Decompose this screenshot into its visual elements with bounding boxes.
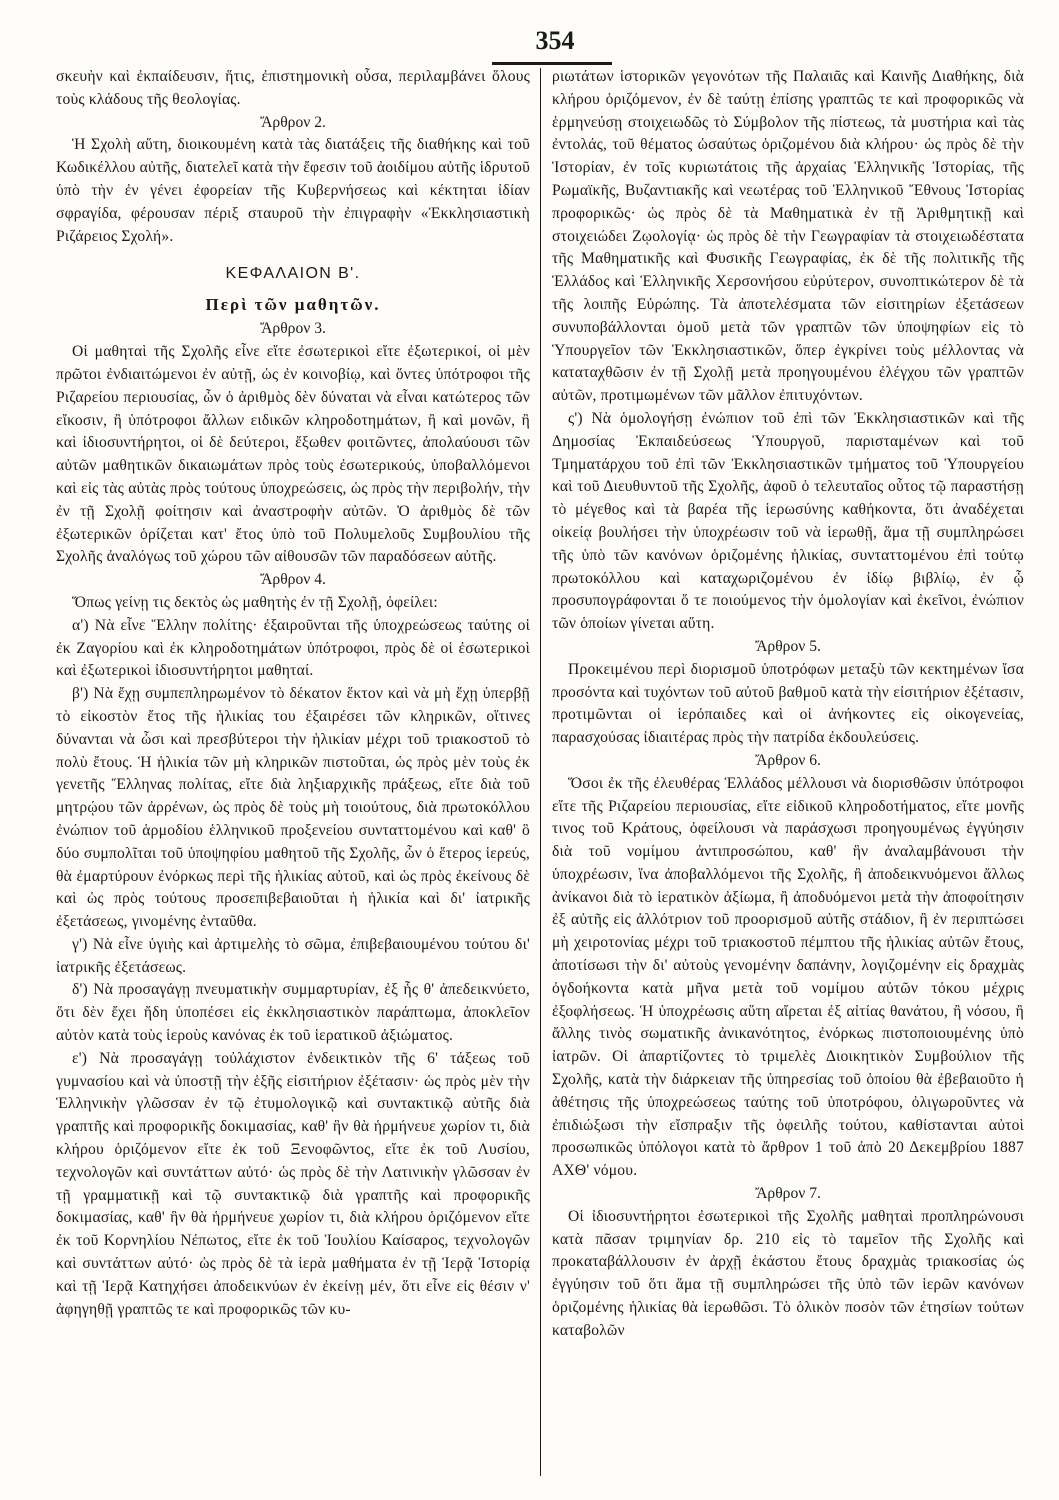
article-heading-6: Ἄρθρον 6. [755, 751, 821, 769]
article-heading-3: Ἄρθρον 3. [260, 320, 326, 338]
left-column [56, 66, 530, 1490]
clause-f: ς') Νὰ ὁμολογήσῃ ἐνώπιον τοῦ ἐπὶ τῶν Ἐκκλησιαστικῶν καὶ τῆς Δημοσίας Ἐκπαιδεύσεως Ὑπουργοῦ, παρισταμένων καὶ τοῦ Τμηματάρχου τοῦ ἐπὶ τῶν Ἐκκλησιαστικῶν τμήματος τοῦ Ὑπουργείου καὶ τοῦ Διευθυντοῦ τῆς Σχολῆς, ἀφοῦ ὁ τελευταῖος οὗτος τῷ παραστήσῃ τὸ μέγεθος καὶ τὰ βαρέα τῆς ἱερωσύνης καθήκοντα, ὅτι ἀναδέχεται οἰκείᾳ βουλήσει τὴν ὑποχρέωσιν τοῦ νὰ ἱερωθῇ, ἅμα τῇ συμπληρώσει τῆς ὑπὸ τῶν κανόνων ὁριζομένης ἡλικίας, συνταττομένου ἐπὶ τούτῳ πρωτοκόλλου καὶ καταχωριζομένου ἐν ἰδίῳ βιβλίῳ, ἐν ᾧ προσυπογράφονται ὅ τε ποιούμενος τὴν ὁμολογίαν καὶ ἐκεῖνοι, ἐνώπιον τῶν ὁποίων γίνεται αὕτη. [552, 409, 1024, 633]
article-3-text: Οἱ μαθηταὶ τῆς Σχολῆς εἶνε εἴτε ἐσωτερικοὶ εἴτε ἐξωτερικοί, οἱ μὲν πρῶτοι ἐνδιαιτώμενοι ἐν αὐτῇ, ὡς ἐν κοινοβίῳ, καὶ ὄντες ὑπότροφοι τῆς Ριζαρείου περιουσίας, ὧν ὁ ἀριθμὸς δὲν δύναται νὰ εἶναι κατώτερος τῶν εἴκοσιν, ἢ ὑπότροφοι ἄλλων ειδικῶν κληροδοτημάτων, ἢ καὶ μονῶν, ἢ καὶ ἰδιοσυντήρητοι, οἱ δὲ δεύτεροι, ἔξωθεν φοιτῶντες, ἀπολαύουσι τῶν αὐτῶν μαθητικῶν δικαιωμάτων πρὸς τοὺς ἐσωτερικούς, ὑποβαλλόμενοι καὶ εἰς τὰς αὐτὰς πρὸς τούτους ὑποχρεώσεις, ὡς πρὸς τὴν περιβολήν, τὴν ἐν τῇ Σχολῇ φοίτησιν καὶ ἀναστροφὴν αὐτῶν. Ὁ ἀριθμὸς δὲ τῶν ἐξωτερικῶν ὁρίζεται κατ' ἔτος ὑπὸ τοῦ Πολυμελοῦς Συμβουλίου τῆς Σχολῆς ἀναλόγως τοῦ χώρου τῶν αἰθουσῶν τῶν παραδόσεων αὐτῆς. [56, 343, 530, 566]
article-4-intro: Ὅπως γείνῃ τις δεκτὸς ὡς μαθητὴς ἐν τῇ Σχολῇ, ὀφείλει: [72, 593, 438, 611]
clause-e: ε') Νὰ προσαγάγῃ τοὐλάχιστον ἐνδεικτικὸν τῆς 6' τάξεως τοῦ γυμνασίου καὶ νὰ ὑποστῇ τὴν ἑξῆς εἰσιτήριον ἐξέτασιν· ὡς πρὸς μὲν τὴν Ἑλληνικὴν γλῶσσαν ἐν τῷ ἐτυμολογικῷ καὶ συντακτικῷ αὐτῆς διὰ γραπτῆς καὶ προφορικῆς δοκιμασίας, καθ' ἣν θὰ ἡρμήνευε χωρίον τι, διὰ κλήρου ὁριζόμενον εἴτε ἐκ τοῦ Ξενοφῶντος, εἴτε ἐκ τοῦ Λυσίου, τεχνολογῶν καὶ συντάττων αὐτό· ὡς πρὸς δὲ τὴν Λατινικὴν γλῶσσαν ἐν τῇ γραμματικῇ καὶ τῷ συντακτικῷ διὰ γραπτῆς καὶ προφορικῆς δοκιμασίας, καθ' ἣν θὰ ἡρμήνευε χωρίον τι, διὰ κλήρου ὁριζόμενον εἴτε ἐκ τοῦ Κορνηλίου Νέπωτος, εἴτε ἐκ τοῦ Ἰουλίου Καίσαρος, τεχνολογῶν καὶ συντάττων αὐτό· ὡς πρὸς δὲ τὰ ἱερὰ μαθήματα ἐν τῇ Ἱερᾷ Ἱστορίᾳ καὶ τῇ Ἱερᾷ Κατηχήσει ἀποδεικνύων ἐν ἐκείνῃ μέν, ὅτι εἶνε εἰς θέσιν ν' ἀφηγηθῇ γραπτῶς τε καὶ προφορικῶς τῶν κυ- [56, 1049, 530, 1318]
article-2-text: Ἡ Σχολὴ αὕτη, διοικουμένη κατὰ τὰς διατάξεις τῆς διαθήκης καὶ τοῦ Κωδικέλλου αὐτῆς, διατελεῖ κατὰ τὴν ἔφεσιν τοῦ ἀοιδίμου αὐτῆς ἱδρυτοῦ ὑπὸ τὴν ἐν γένει ἐφορείαν τῆς Κυβερνήσεως καὶ κέκτηται ἰδίαν σφραγίδα, φέρουσαν πέριξ σταυροῦ τὴν ἐπιγραφὴν «Ἐκκλησιαστικὴ Ριζάρειος Σχολή». [56, 136, 530, 245]
article-7-text: Οἱ ἰδιοσυντήρητοι ἐσωτερικοὶ τῆς Σχολῆς μαθηταὶ προπληρώνουσι κατὰ πᾶσαν τριμηνίαν δρ. 210 εἰς τὸ ταμεῖον τῆς Σχολῆς καὶ προκαταβάλλουσιν ἐν ἀρχῇ ἑκάστου ἔτους δραχμὰς τριακοσίας ὡς ἐγγύησιν τοῦ ὅτι ἅμα τῇ συμπληρώσει τῆς ὑπὸ τῶν ἱερῶν κανόνων ὁριζομένης ἡλικίας θὰ ἱερωθῶσι. Τὸ ὁλικὸν ποσὸν τῶν ἐτησίων τούτων καταβολῶν [552, 1207, 1024, 1339]
article-6-text: Ὅσοι ἐκ τῆς ἐλευθέρας Ἑλλάδος μέλλουσι νὰ διορισθῶσιν ὑπότροφοι εἴτε τῆς Ριζαρείου περιουσίας, εἴτε εἰδικοῦ κληροδοτήματος, εἴτε μονῆς τινος τοῦ Κράτους, ὀφείλουσι νὰ παράσχωσι προηγουμένως ἐγγύησιν διὰ τοῦ νομίμου ἀντιπροσώπου, καθ' ἣν ἀναλαμβάνουσι τὴν ὑποχρέωσιν, ἵνα ἀποβαλλόμενοι τῆς Σχολῆς, ἢ ἀποδεικνυόμενοι ἄλλως ἀνίκανοι διὰ τὸ ἱερατικὸν ἀξίωμα, ἢ ἀποδυόμενοι μετὰ τὴν ἀποφοίτησιν ἐξ αὐτῆς εἰς ἀλλότριον τοῦ προορισμοῦ αὐτῆς στάδιον, ἢ ἐν περιπτώσει μὴ χειροτονίας μέχρι τοῦ τριακοστοῦ πέμπτου τῆς ἡλικίας αὐτῶν ἔτους, ἀποτίσωσι τὴν δι' αὐτοὺς γενομένην δαπάνην, λογιζομένην εἰς δραχμὰς ὀγδοήκοντα κατὰ μῆνα μετὰ τοῦ νομίμου αὐτῶν τόκου μέχρις ἐξοφλήσεως. Ἡ ὑποχρέωσις αὕτη αἴρεται ἐξ αἰτίας θανάτου, ἢ νόσου, ἢ ἄλλης τινὸς σωματικῆς ἀνικανότητος, ἐνόρκως πιστοποιουμένης ὑπὸ ἰατρῶν. Οἱ ἀπαρτίζοντες τὸ τριμελὲς Διοικητικὸν Συμβούλιον τῆς Σχολῆς, κατὰ τὴν διάρκειαν τῆς ὑπηρεσίας τοῦ ὁποίου θὰ ἐβεβαιοῦτο ἡ ἀθέτησις τῆς ὑποχρεώσεως ταύτης τοῦ ὑποτρόφου, ὀλιγωροῦντες νὰ ἐπιδιώξωσι τὴν εἴσπραξιν τῆς ὀφειλῆς τούτου, καθίστανται αὐτοὶ προσωπικῶς ὑπόλογοι κατὰ τὸ ἄρθρον 1 τοῦ ἀπὸ 20 Δεκεμβρίου 1887 ΑΧΘ' νόμου. [552, 774, 1024, 1180]
chapter-heading: ΚΕΦΑΛΑΙΟΝ Β'. [225, 265, 361, 283]
column-divider [540, 68, 541, 1476]
article-heading-2: Ἄρθρον 2. [260, 113, 326, 131]
article-heading-5: Ἄρθρον 5. [755, 637, 821, 655]
page-number: 354 [535, 26, 575, 55]
clause-b: β') Νὰ ἔχῃ συμπεπληρωμένον τὸ δέκατον ἕκτον καὶ νὰ μὴ ἔχῃ ὑπερβῇ τὸ εἰκοστὸν ἔτος τῆς ἡλικίας του ἐξαιρέσει τῶν κληρικῶν, οἵτινες δύνανται νὰ ὦσι καὶ πρεσβύτεροι τὴν ἡλικίαν μέχρι τοῦ τριακοστοῦ τὸ πολὺ ἔτους. Ἡ ἡλικία τῶν μὴ κληρικῶν πιστοῦται, ὡς πρὸς μὲν τοὺς ἐκ γενετῆς Ἕλληνας πολίτας, εἴτε διὰ ληξιαρχικῆς πράξεως, εἴτε διὰ τοῦ μητρῴου τῶν ἀρρένων, ὡς πρὸς δὲ τοὺς μὴ τοιούτους, διὰ πρωτοκόλλου ἐνώπιον τοῦ ἁρμοδίου ἑλληνικοῦ προξενείου συνταττομένου καὶ καθ' ὃ δύο συμπολῖται τοῦ ὑποψηφίου μαθητοῦ τῆς Σχολῆς, ὧν ὁ ἕτερος ἱερεύς, θὰ ἐμαρτύρουν ἐνόρκως περὶ τῆς ἡλικίας αὐτοῦ, καὶ ὡς πρὸς ἐκείνους δὲ καὶ ὡς πρὸς τούτους προσεπιβεβαιοῦται ἡ ἡλικία καὶ δι' ἰατρικῆς ἐξετάσεως, γινομένης ἐνταῦθα. [56, 685, 530, 931]
clause-c: γ') Νὰ εἶνε ὑγιὴς καὶ ἀρτιμελὴς τὸ σῶμα, ἐπιβεβαιουμένου τούτου δι' ἰατρικῆς ἐξετάσεως. [56, 935, 530, 976]
header-rule [492, 62, 612, 65]
paragraph-continuation: σκευὴν καὶ ἐκπαίδευσιν, ἥτις, ἐπιστημονικὴ οὖσα, περιλαμβάνει ὅλους τοὺς κλάδους τῆς θεολογίας. [56, 68, 530, 108]
article-heading-7: Ἄρθρον 7. [755, 1185, 821, 1203]
section-heading: Περὶ τῶν μαθητῶν. [205, 295, 381, 315]
article-5-text: Προκειμένου περὶ διορισμοῦ ὑποτρόφων μεταξὺ τῶν κεκτημένων ἴσα προσόντα καὶ τυχόντων τοῦ αὐτοῦ βαθμοῦ κατὰ τὴν εἰσιτήριον ἐξέτασιν, προτιμῶνται οἱ ἱερόπαιδες καὶ οἱ ἀνήκοντες εἰς οἰκογενείας, παρασχούσας ἰδιαιτέρας πρὸς τὴν πατρίδα ἐκδουλεύσεις. [552, 660, 1024, 747]
clause-e-continuation: ριωτάτων ἱστορικῶν γεγονότων τῆς Παλαιᾶς καὶ Καινῆς Διαθήκης, διὰ κλήρου ὁριζόμενον, ἐν δὲ ταύτῃ ἐπίσης γραπτῶς τε καὶ προφορικῶς νὰ ἑρμηνεύσῃ στοιχειωδῶς τὸ Σύμβολον τῆς πίστεως, τὰ μυστήρια καὶ τὰς ἐντολάς, τοῦ θέματος ὡσαύτως ὁριζομένου διὰ κλήρου· ὡς πρὸς δὲ τὴν Ἱστορίαν, ἐν τοῖς κυριωτάτοις τῆς ἀρχαίας Ἑλληνικῆς Ἱστορίας, τῆς Ρωμαϊκῆς, Βυζαντιακῆς καὶ νεωτέρας τοῦ Ἑλληνικοῦ Ἔθνους Ἱστορίας προφορικῶς· ὡς πρὸς δὲ τὰ Μαθηματικὰ ἐν τῇ Ἀριθμητικῇ καὶ στοιχειώδει Ζῳολογίᾳ· ὡς πρὸς δὲ τὴν Γεωγραφίαν τὰ στοιχειωδέστατα τῆς Μαθηματικῆς καὶ Φυσικῆς Γεωγραφίας, ἐκ δὲ τῆς πολιτικῆς τῆς Ἑλλάδος καὶ Ἑλληνικῆς Χερσονήσου εὐρύτερον, συνοπτικώτερον δὲ τὰ τῆς λοιπῆς Εὐρώπης. Τὰ ἀποτελέσματα τῶν εἰσιτηρίων ἐξετάσεων συνυποβάλλονται ὁμοῦ μετὰ τῶν γραπτῶν τῶν ὑποψηφίων εἰς τὸ Ὑπουργεῖον τῶν Ἐκκλησιαστικῶν, ὅπερ ἐγκρίνει τοὺς μέλλοντας νὰ καταταχθῶσιν ἐν τῇ Σχολῇ μετὰ προηγουμένου ἐλέγχου τῶν γραπτῶν αὐτῶν, προτιμωμένων τῶν μᾶλλον ἐπιτυχόντων. [552, 68, 1024, 405]
article-heading-4: Ἄρθρον 4. [260, 571, 326, 589]
clause-d: δ') Νὰ προσαγάγῃ πνευματικὴν συμμαρτυρίαν, ἐξ ἧς θ' ἀπεδεικνύετο, ὅτι δὲν ἔχει ἤδη ὑποπέσει εἰς ἐκκλησιαστικὸν παράπτωμα, ἀποκλεῖον αὐτὸν κατὰ τοὺς ἱεροὺς κανόνας ἐκ τοῦ ἱερατικοῦ ἀξιώματος. [56, 981, 530, 1045]
clause-a: α') Νὰ εἶνε Ἕλλην πολίτης· ἐξαιροῦνται τῆς ὑποχρεώσεως ταύτης οἱ ἐκ Ζαγορίου καὶ ἐκ κληροδοτημάτων ὑπότροφοι, πρὸς δὲ οἱ ἐσωτερικοὶ καὶ ἐξωτερικοὶ ἰδιοσυντήρητοι μαθηταί. [56, 616, 530, 680]
right-column [552, 66, 1024, 1490]
